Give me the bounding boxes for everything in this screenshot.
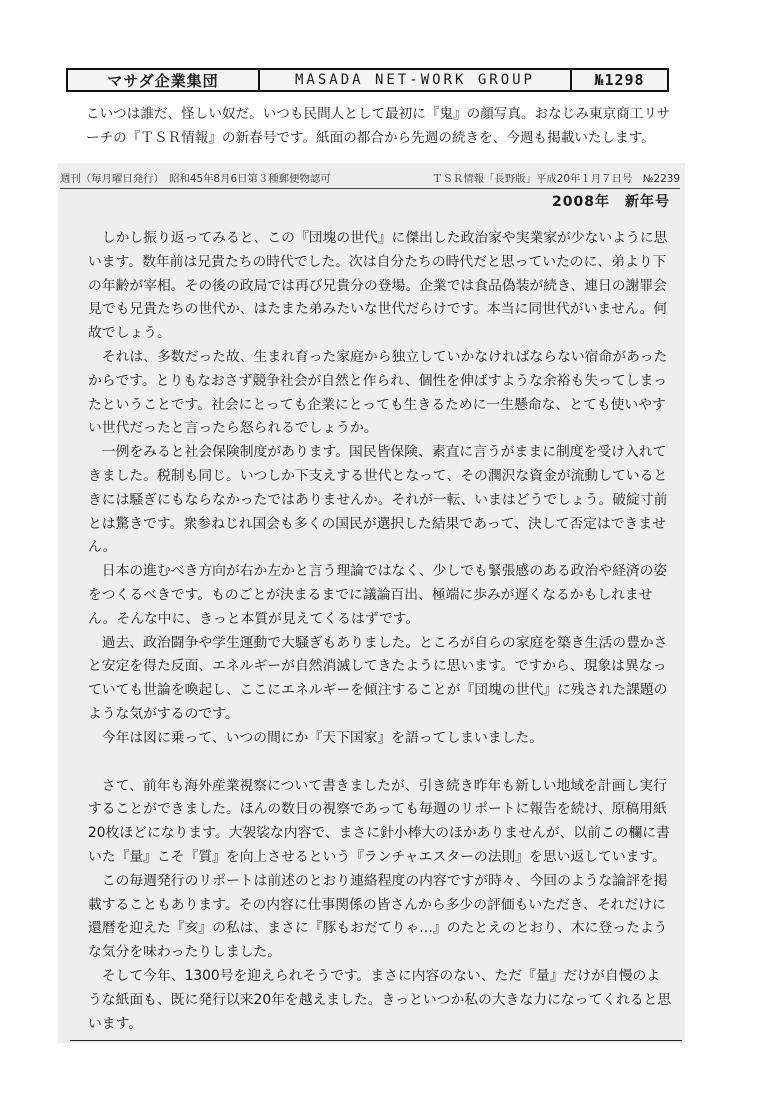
article-paragraph: 今年は図に乗って、いつの間にか『天下国家』を語ってしまいました。 [101,729,544,746]
publication-info: 週刊（毎月曜日発行） 昭和45年8月6日第３種郵便物認可 [60,173,331,185]
article-paragraph: この毎週発行のリポートは前述のとおり連絡程度の内容ですが時々、今回のような論評を掲載することもあります。その内容に仕事関係の皆さんから多少の評価もいただき、それだけに還暦を迎えた『亥』の私は、まさに『豚もおだてりゃ…』のたとえのとおり、木に登ったような気分を味わったりしました。 [88,872,668,961]
masthead-group-en: MASADA NET-WORK GROUP [294,72,535,88]
article-paragraph: そして今年、1300号を迎えられそうです。まさに内容のない、ただ『量』だけが自慢のような紙面も、既に発行以来20年を越えました。きっといつか私の大きな力になってくれると思います。 [88,967,672,1032]
issue-number: №1298 [570,70,667,90]
article-paragraph: 過去、政治闘争や学生運動で大騒ぎもありました。ところが自らの家庭を築き生活の豊かさと安定を得た反面、エネルギーが自然消滅してきたように思います。ですから、現象は異なっていても世論を喚起し、ここにエネルギーを傾注することが『団塊の世代』に残された課題のような気がするのです。 [88,634,668,722]
article-paragraph: 一例をみると社会保険制度があります。国民皆保険、素直に言うがままに制度を受け入れてきました。税制も同じ。いつしか下支えする世代となって、その潤沢な資金が流動しているときには騒ぎにもならなかったではありませんか。それが一転、いまはどうでしょう。破綻寸前とは驚きです。衆参ねじれ国会も多くの国民が選択した結果であって、決して否定はできません。 [88,444,668,556]
masthead-company-jp: マサダ企業集団 [68,70,260,90]
bottom-divider [70,1040,682,1041]
article-body [88,227,673,1036]
masthead [66,68,669,92]
article-paragraph: さて、前年も海外産業視察について書きましたが、引き続き昨年も新しい地域を計画し実行することができました。ほんの数日の視察であっても毎週のリポートに報告を続け、原稿用紙20枚ほどになります。大袈裟な内容で、まさに針小棒大のほかありませんが、以前この欄に書いた『量』こそ『質』を向上させるという『ランチャエスターの法則』を思い返しています。 [88,777,670,865]
article-paragraph: 日本の進むべき方向が右か左かと言う理論ではなく、少しでも緊張感のある政治や経済の姿をつくるべきです。ものごとが決まるまでに議論百出、極端に歩みが遅くなるかもしれません。そんな中に、きっと本質が見えてくるはずです。 [88,563,668,627]
article-paragraph: しかし振り返ってみると、この『団塊の世代』に傑出した政治家や実業家が少ないように思います。数年前は兄貴たちの時代でした。次は自分たちの時代だと思っていたのに、弟より下の年齢が宰相。その後の政局では再び兄貴分の登場。企業では食品偽装が続き、連日の謝罪会見でも兄貴たちの世代か、はたまた弟みたいな世代だらけです。本当に同世代がいません。何故でしょう。 [88,230,668,342]
article-paragraph: それは、多数だった故、生まれ育った家庭から独立していかなければならない宿命があったからです。とりもなおさず競争社会が自然と作られ、個性を伸ばすような余裕も失ってしまったということです。社会にとっても企業にとっても生きるために一生懸命な、とても使いやすい世代だったと言ったら怒られるでしょうか。 [88,348,668,437]
paragraph-gap [88,751,673,775]
tsr-issue-info: ＴＳＲ情報「長野版」平成20年１月７日号 №2239 [432,173,680,185]
publication-header [60,170,680,185]
edition-title: 2008年 新年号 [552,194,670,210]
header-divider [60,188,680,189]
intro-text: こいつは誰だ、怪しい奴だ。いつも民間人として最初に『鬼』の顔写真。おなじみ東京商工リサーチの『ＴＳＲ情報』の新春号です。紙面の都合から先週の続きを、今週も掲載いたします。 [86,106,671,146]
